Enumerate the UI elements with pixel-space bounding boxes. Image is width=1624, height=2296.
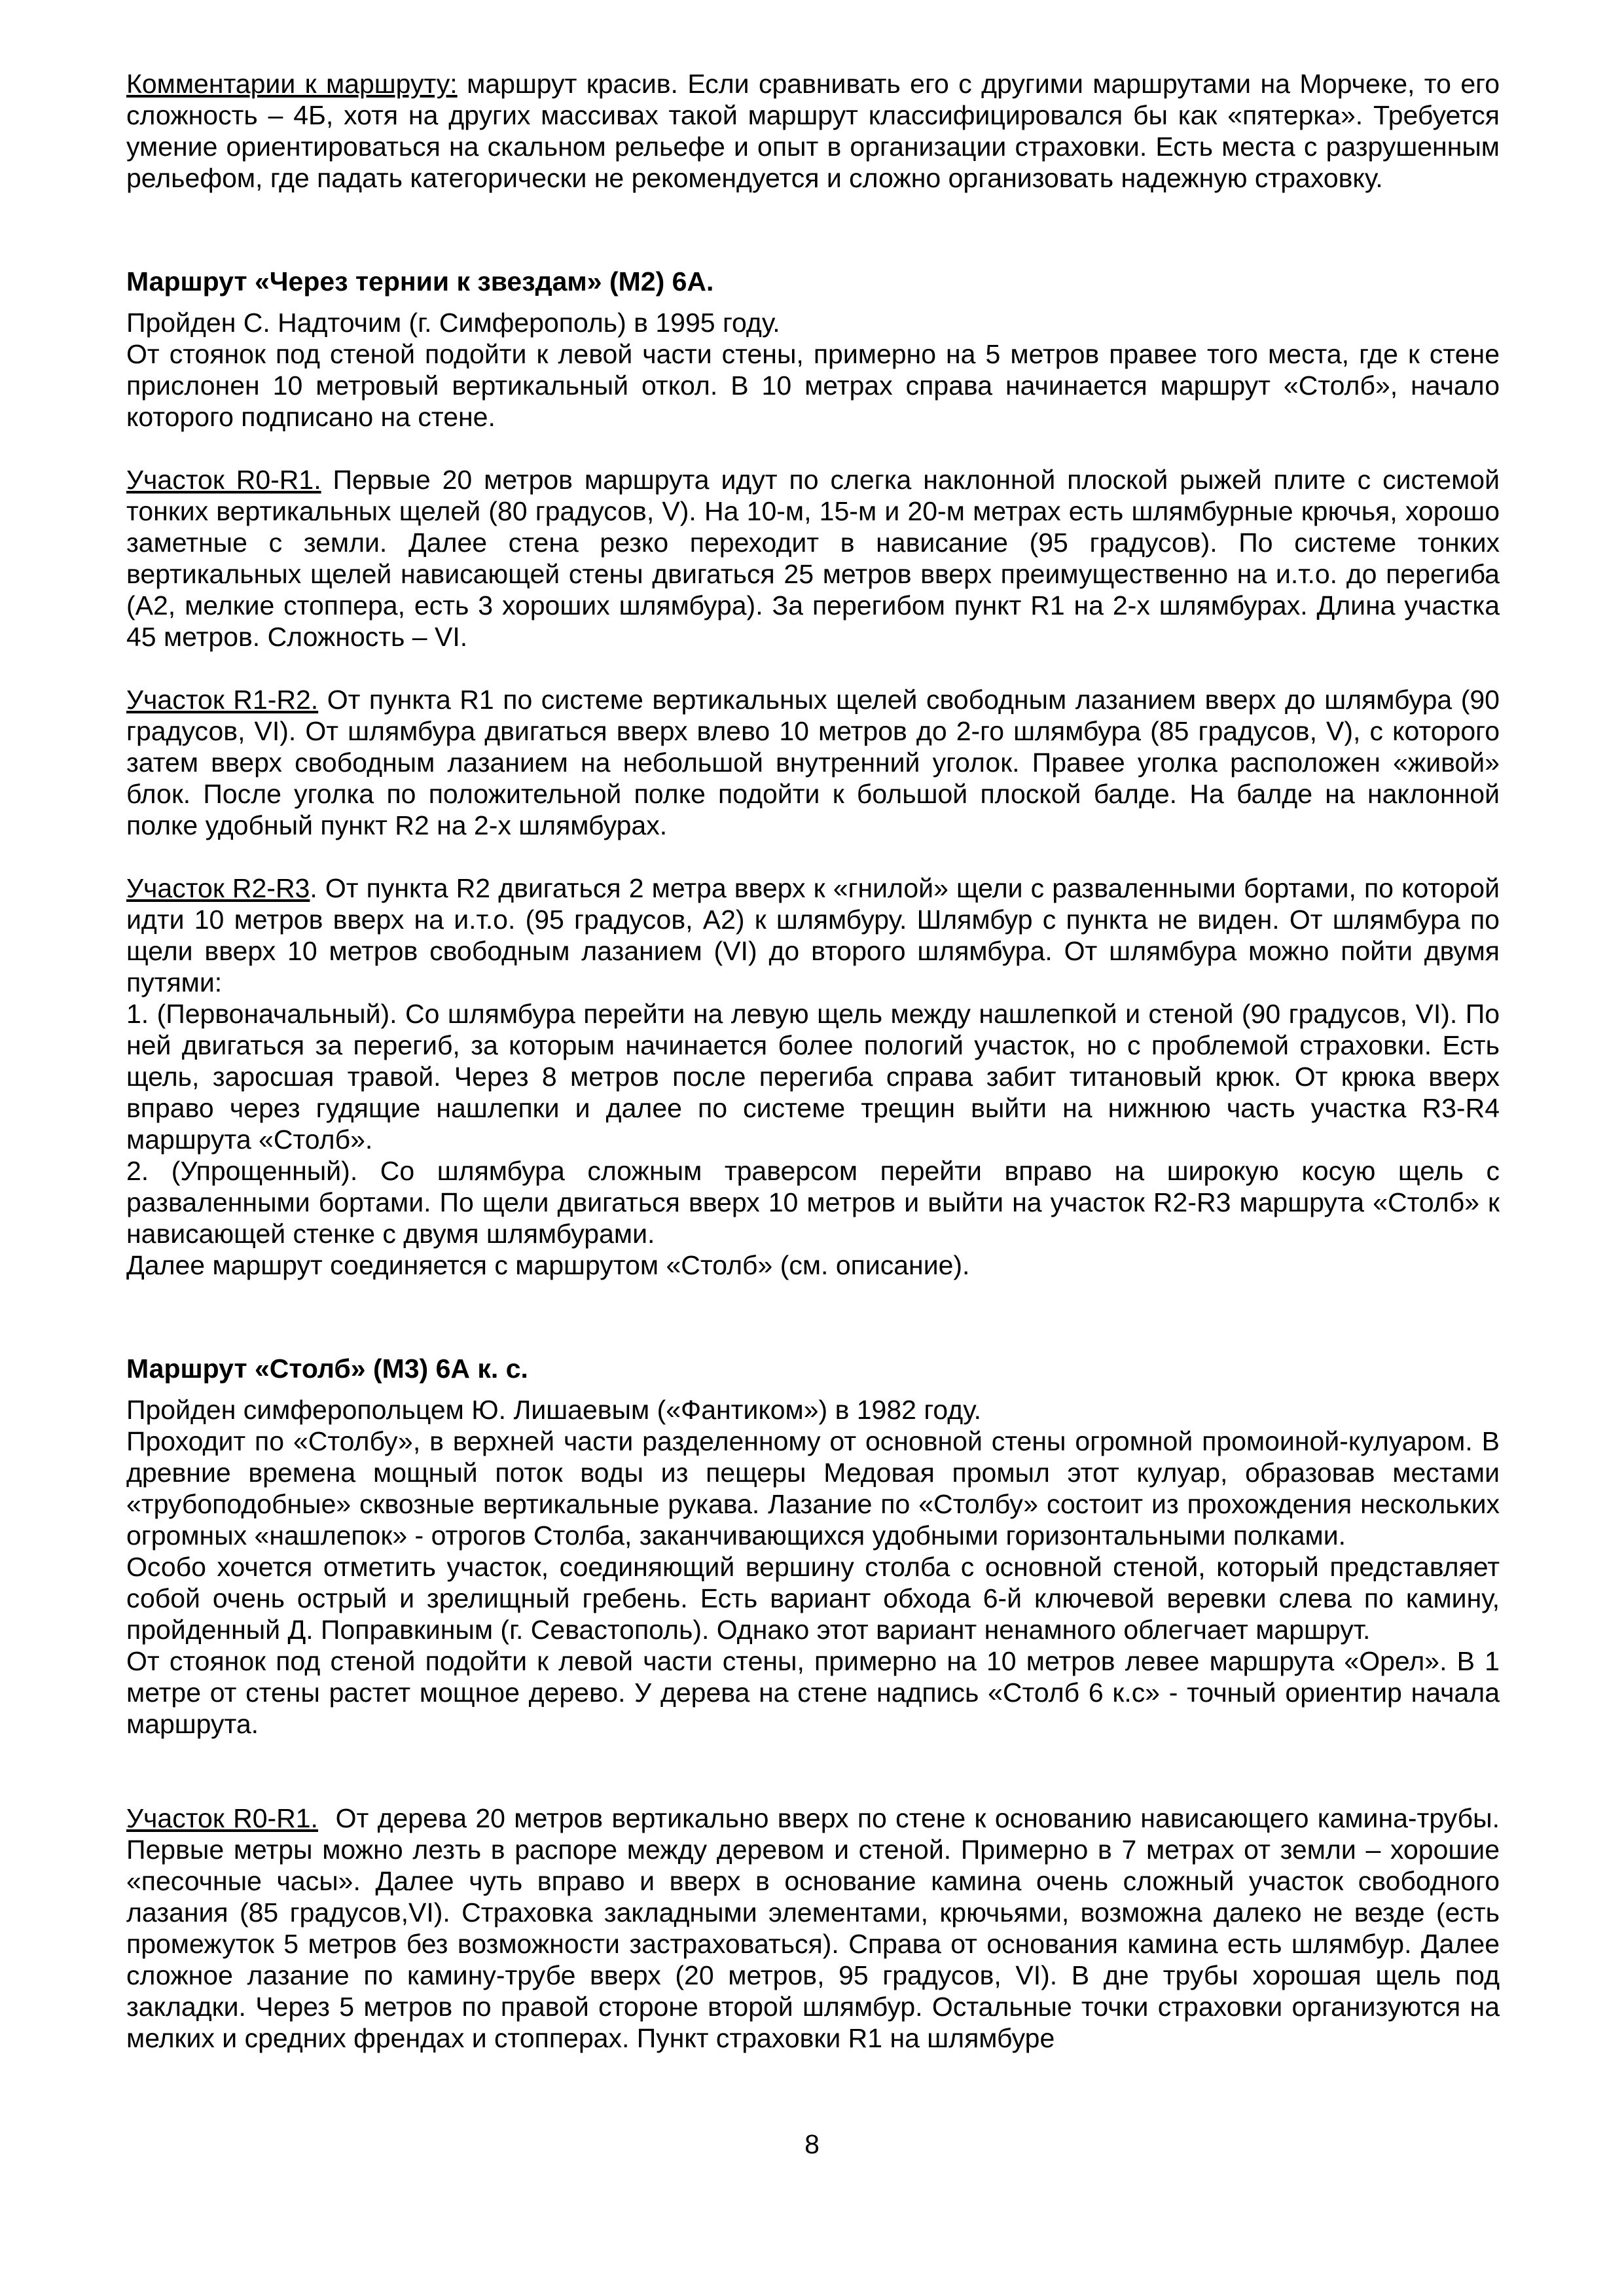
page-number: 8: [804, 2129, 820, 2159]
m2-section-r1-r2-text: От пункта R1 по системе вертикальных щелей свободным лазанием вверх до шлямбура (90 градусов, VI). От шлямбура двигаться вверх влево 10 метров до 2-го шлямбура (85 градусов, V), с которого затем вверх свободным лазанием на небольшой внутренний уголок. Правее уголка расположен «живой» блок. После уголка по положительной полке подойти к большой плоской балде. На балде на наклонной полке удобный пункт R2 на 2-х шлямбурах.: [126, 685, 1500, 840]
m3-section-r0-r1-paragraph: [126, 1803, 1500, 2054]
m2-section-r1-r2-paragraph: [126, 684, 1500, 841]
document-content: [126, 68, 1500, 2054]
comments-text: маршрут красив. Если сравнивать его с другими маршрутами на Морчеке, то его сложность – 4Б, хотя на других массивах такой маршрут классифицировался бы как «пятерка». Требуется умение ориентироваться на скальном рельефе и опыт в организации страховки. Есть места с разрушенным рельефом, где падать категорически не рекомендуется и сложно организовать надежную страховку.: [126, 69, 1500, 193]
route-m3-first-ascent: Пройден симферопольцем Ю. Лишаевым («Фантиком») в 1982 году.: [126, 1395, 982, 1425]
variant-1-paragraph: 1. (Первоначальный). Со шлямбура перейти на левую щель между нашлепкой и стеной (90 градусов, VI). По ней двигаться за перегиб, за которым начинается более пологий участок, но с проблемой страховки. Есть щель, заросшая травой. Через 8 метров после перегиба справа забит титановый крюк. От крюка вверх вправо через гудящие нашлепки и далее по системе трещин выйти на нижнюю часть участка R3-R4 маршрута «Столб».: [126, 999, 1500, 1155]
m2-section-r1-r2-label: Участок R1-R2.: [126, 685, 319, 715]
route-m3-ridge-note: Особо хочется отметить участок, соединяющий вершину столба с основной стеной, который представляет собой очень острый и зрелищный гребень. Есть вариант обхода 6-й ключевой веревки слева по камину, пройденный Д. Поправкиным (г. Севастополь). Однако этот вариант ненамного облегчает маршрут.: [126, 1552, 1500, 1645]
route-m3-heading: Маршрут «Столб» (М3) 6А к. с.: [126, 1354, 528, 1384]
comments-label: Комментарии к маршруту:: [126, 69, 458, 99]
m2-section-r0-r1-text: Первые 20 метров маршрута идут по слегка наклонной плоской рыжей плите с системой тонких вертикальных щелей (80 градусов, V). На 10-м, 15-м и 20-м метрах есть шлямбурные крючья, хорошо заметные с земли. Далее стена резко переходит в нависание (95 градусов). По системе тонких вертикальных щелей нависающей стены двигаться 25 метров вверх преимущественно на и.т.о. до перегиба (А2, мелкие стоппера, есть 3 хороших шлямбура). За перегибом пункт R1 на 2-х шлямбурах. Длина участка 45 метров. Сложность – VI.: [126, 465, 1500, 652]
m2-section-r2-r3-text: . От пункта R2 двигаться 2 метра вверх к «гнилой» щели с разваленными бортами, по которой идти 10 метров вверх на и.т.о. (95 градусов, А2) к шлямбуру. Шлямбур с пункта не виден. От шлямбура по щели вверх 10 метров свободным лазанием (VI) до второго шлямбура. От шлямбура можно пойти двумя путями:: [126, 873, 1500, 997]
m3-section-r0-r1-text: От дерева 20 метров вертикально вверх по стене к основанию нависающего камина-трубы. Первые метры можно лезть в распоре между деревом и стеной. Примерно в 7 метрах от земли – хорошие «песочные часы». Далее чуть вправо и вверх в основание камина очень сложный участок свободного лазания (85 градусов,VI). Страховка закладными элементами, крючьями, возможна далеко не везде (есть промежуток 5 метров без возможности застраховаться). Справа от основания камина есть шлямбур. Далее сложное лазание по камину-трубе вверх (20 метров, 95 градусов, VI). В дне трубы хорошая щель под закладки. Через 5 метров по правой стороне второй шлямбур. Остальные точки страховки организуются на мелких и средних френдах и стопперах. Пункт страховки R1 на шлямбуре: [126, 1803, 1500, 2053]
variant-2-paragraph: 2. (Упрощенный). Со шлямбура сложным траверсом перейти вправо на широкую косую щель с разваленными бортами. По щели двигаться вверх 10 метров и выйти на участок R2-R3 маршрута «Столб» к нависающей стенке с двумя шлямбурами.: [126, 1156, 1500, 1249]
m2-section-r2-r3-label: Участок R2-R3: [126, 873, 310, 903]
route-connection-note: Далее маршрут соединяется с маршрутом «Столб» (см. описание).: [126, 1250, 970, 1280]
m2-section-r0-r1-paragraph: [126, 464, 1500, 653]
comments-paragraph: [126, 68, 1500, 194]
m3-section-r0-r1-label: Участок R0-R1.: [126, 1803, 318, 1833]
route-m2-approach: От стоянок под стеной подойти к левой части стены, примерно на 5 метров правее того места, где к стене прислонен 10 метровый вертикальный откол. В 10 метрах справа начинается маршрут «Столб», начало которого подписано на стене.: [126, 339, 1500, 432]
route-m3-description: Проходит по «Столбу», в верхней части разделенному от основной стены огромной промоиной-кулуаром. В древние времена мощный поток воды из пещеры Медовая промыл этот кулуар, образовав местами «трубоподобные» сквозные вертикальные рукава. Лазание по «Столбу» состоит из прохождения нескольких огромных «нашлепок» - отрогов Столба, заканчивающихся удобными горизонтальными полками.: [126, 1426, 1500, 1551]
route-m3-approach: От стоянок под стеной подойти к левой части стены, примерно на 10 метров левее маршрута «Орел». В 1 метре от стены растет мощное дерево. У дерева на стене надпись «Столб 6 к.с» - точный ориентир начала маршрута.: [126, 1646, 1500, 1739]
m2-section-r2-r3-paragraph: [126, 872, 1500, 998]
route-m2-first-ascent: Пройден С. Надточим (г. Симферополь) в 1995 году.: [126, 308, 780, 338]
route-m2-heading: Маршрут «Через тернии к звездам» (М2) 6А.: [126, 266, 714, 296]
m2-section-r0-r1-label: Участок R0-R1.: [126, 465, 321, 495]
